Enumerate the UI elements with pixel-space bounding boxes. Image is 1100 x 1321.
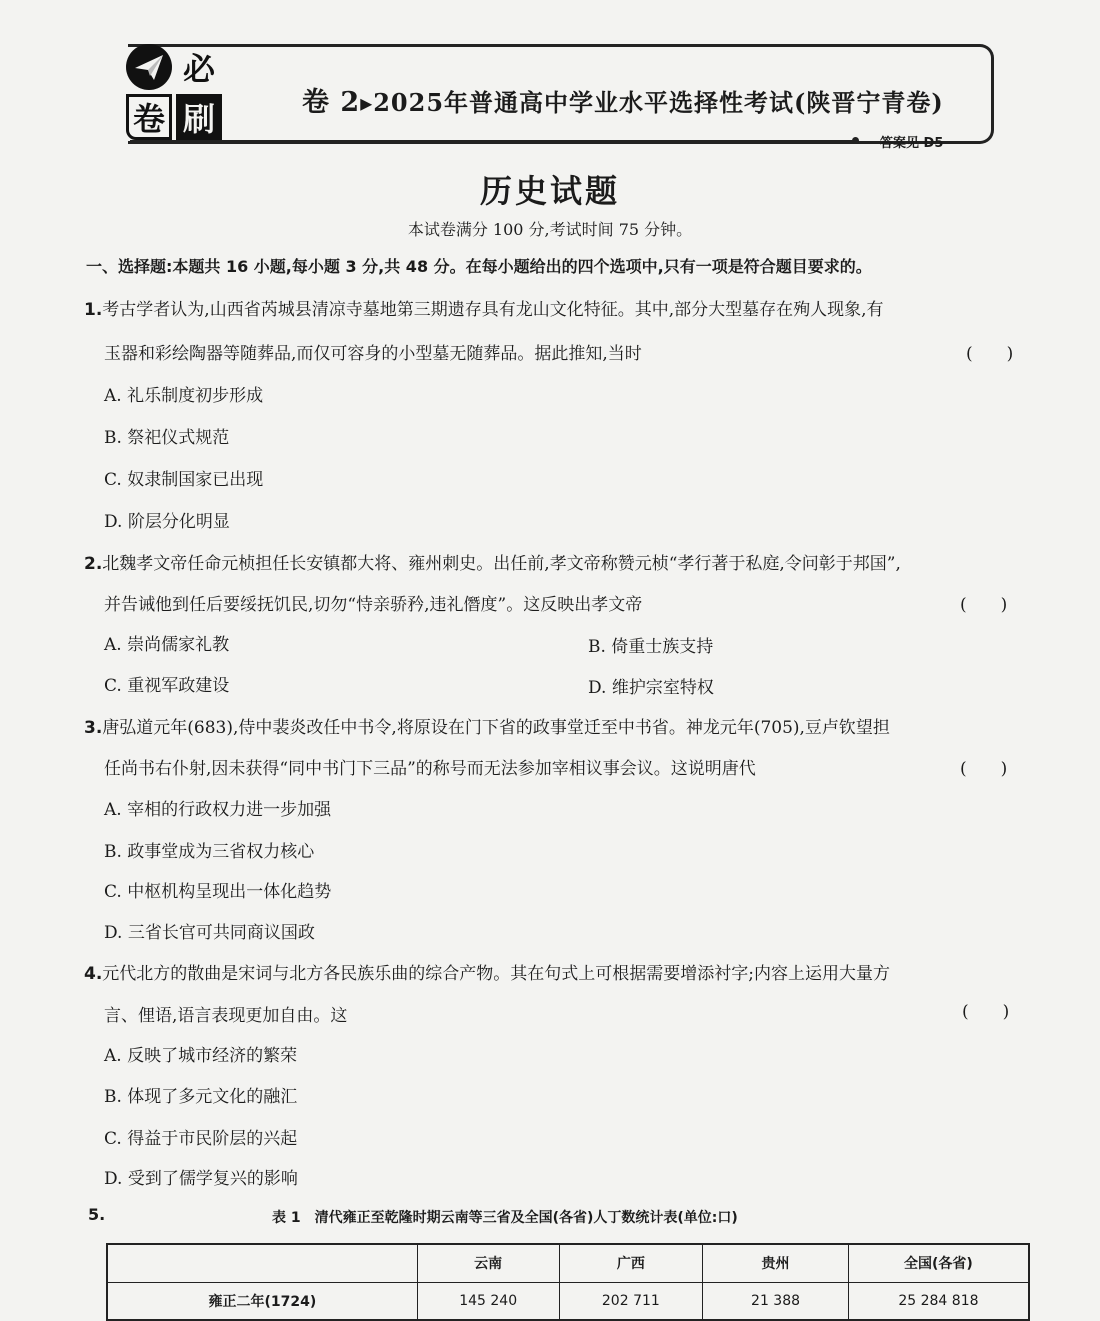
answer-reference: 答案见 D5 xyxy=(880,136,944,151)
exam-info: 本试卷满分 100 分,考试时间 75 分钟。 xyxy=(407,220,693,239)
paper-plane-icon xyxy=(126,44,172,90)
question-3-option-d: D. 三省长官可共同商议国政 xyxy=(104,923,315,943)
question-1-option-b: B. 祭祀仪式规范 xyxy=(104,428,230,448)
volume-label: 卷 2 xyxy=(302,87,361,118)
exam-title: 2025年普通高中学业水平选择性考试(陕晋宁青卷) xyxy=(373,88,944,117)
table-header-cell: 云南 xyxy=(417,1244,559,1282)
question-3-option-c: C. 中枢机构呈现出一体化趋势 xyxy=(104,882,332,902)
question-1-line-2: 玉器和彩绘陶器等随葬品,而仅可容身的小型墓无随葬品。据此推知,当时 xyxy=(104,344,642,364)
banner-rule-dot xyxy=(852,137,859,144)
question-2-option-d: D. 维护宗室特权 xyxy=(588,678,714,698)
question-4-line-2: 言、俚语,语言表现更加自由。这 xyxy=(104,1006,348,1026)
logo-char-juan: 卷 xyxy=(126,94,172,140)
question-1-option-d: D. 阶层分化明显 xyxy=(104,512,230,532)
answer-bracket: ( ) xyxy=(960,759,1008,779)
table-header-row xyxy=(107,1244,1029,1282)
answer-bracket: ( ) xyxy=(960,595,1008,615)
table-cell: 21 388 xyxy=(703,1282,849,1320)
table-row-label: 雍正二年(1724) xyxy=(107,1282,417,1320)
question-4-option-a: A. 反映了城市经济的繁荣 xyxy=(104,1046,298,1066)
banner-rule xyxy=(130,140,856,142)
exam-banner-title xyxy=(302,80,944,119)
page-title: 历史试题 xyxy=(479,172,620,210)
question-1-line-1: 1.考古学者认为,山西省芮城县清凉寺墓地第三期遗存具有龙山文化特征。其中,部分大型墓存在殉人现象,有 xyxy=(84,300,884,320)
question-3-line-1: 3.唐弘道元年(683),侍中裴炎改任中书令,将原设在门下省的政事堂迁至中书省。神龙元年(705),豆卢钦望担 xyxy=(84,718,890,738)
question-1-option-c: C. 奴隶制国家已出现 xyxy=(104,470,264,490)
question-3-option-a: A. 宰相的行政权力进一步加强 xyxy=(104,800,332,820)
question-4-option-b: B. 体现了多元文化的融汇 xyxy=(104,1087,298,1107)
question-2-option-b: B. 倚重士族支持 xyxy=(588,637,714,657)
question-4-line-1: 4.元代北方的散曲是宋词与北方各民族乐曲的综合产物。其在句式上可根据需要增添衬字;内容上运用大量方 xyxy=(84,964,891,984)
table-cell: 145 240 xyxy=(417,1282,559,1320)
brand-logo xyxy=(124,42,228,146)
table-cell: 25 284 818 xyxy=(848,1282,1029,1320)
question-1-option-a: A. 礼乐制度初步形成 xyxy=(104,386,264,406)
logo-char-shua: 刷 xyxy=(176,94,222,140)
table-header-cell xyxy=(107,1244,417,1282)
table-header-cell: 全国(各省) xyxy=(848,1244,1029,1282)
table-row xyxy=(107,1282,1029,1320)
logo-char-bi: 必 xyxy=(182,50,215,88)
section-heading: 一、选择题:本题共 16 小题,每小题 3 分,共 48 分。在每小题给出的四个选项中,只有一项是符合题目要求的。 xyxy=(86,257,872,276)
question-2-line-1: 2.北魏孝文帝任命元桢担任长安镇都大将、雍州刺史。出任前,孝文帝称赞元桢“孝行著于私庭,令问彰于邦国”, xyxy=(84,554,901,574)
table-cell: 202 711 xyxy=(559,1282,703,1320)
question-2-option-a: A. 崇尚儒家礼教 xyxy=(104,635,230,655)
question-4-option-d: D. 受到了儒学复兴的影响 xyxy=(104,1169,298,1189)
question-3-line-2: 任尚书右仆射,因未获得“同中书门下三品”的称号而无法参加宰相议事会议。这说明唐代 xyxy=(104,759,756,779)
question-2-option-c: C. 重视军政建设 xyxy=(104,676,230,696)
question-5-number: 5. xyxy=(88,1205,106,1224)
arrow-icon: ▸ xyxy=(360,88,374,117)
table-header-cell: 广西 xyxy=(559,1244,703,1282)
population-table xyxy=(106,1243,1030,1321)
question-3-option-b: B. 政事堂成为三省权力核心 xyxy=(104,842,315,862)
question-4-option-c: C. 得益于市民阶层的兴起 xyxy=(104,1129,298,1149)
question-2-line-2: 并告诫他到任后要绥抚饥民,切勿“恃亲骄矜,违礼僭度”。这反映出孝文帝 xyxy=(104,595,643,615)
answer-bracket: ( ) xyxy=(962,1002,1010,1022)
answer-bracket: ( ) xyxy=(966,344,1014,364)
table-caption: 表 1 清代雍正至乾隆时期云南等三省及全国(各省)人丁数统计表(单位:口) xyxy=(272,1210,738,1226)
table-header-cell: 贵州 xyxy=(703,1244,849,1282)
